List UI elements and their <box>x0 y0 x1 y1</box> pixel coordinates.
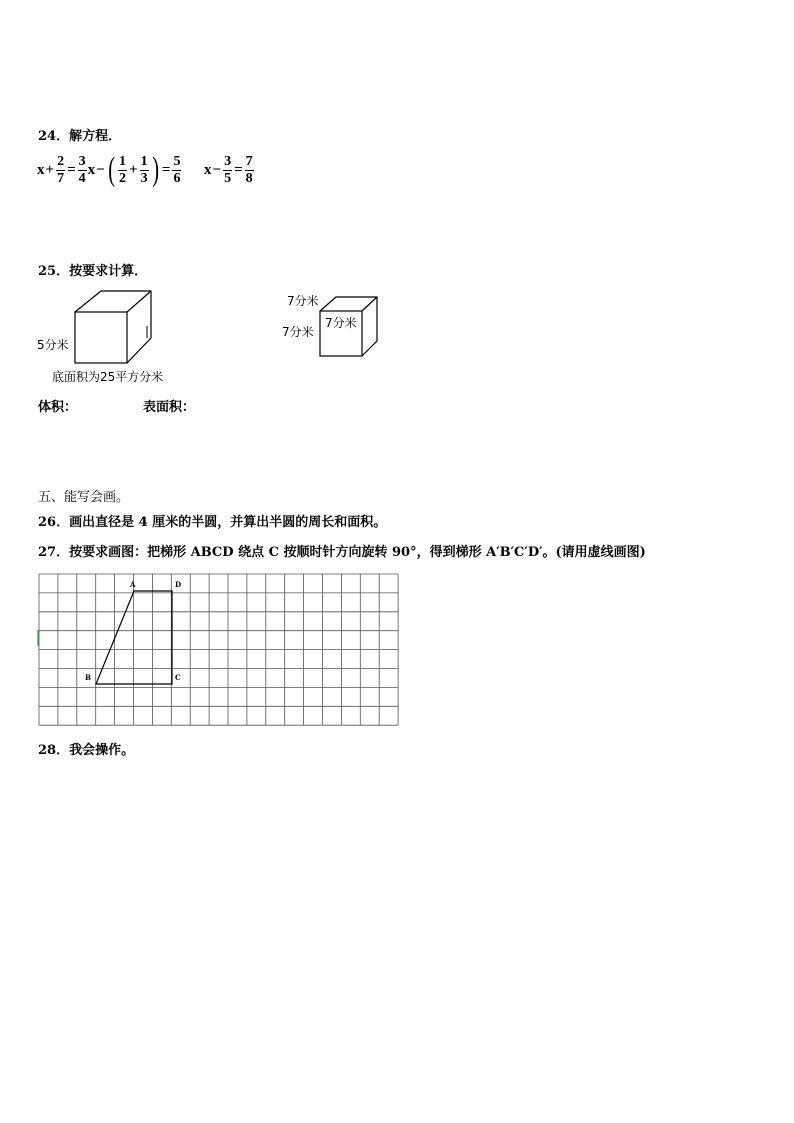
eq-op: − <box>212 161 222 178</box>
eq-op: = <box>67 161 76 178</box>
point-b-label: B <box>85 673 91 682</box>
point-c-label: C <box>175 673 181 682</box>
q26-text: 26．画出直径是 4 厘米的半圆，并算出半圆的周长和面积。 <box>38 515 387 530</box>
eq-var: x <box>37 161 45 178</box>
paren: ( <box>107 151 115 188</box>
fraction: $\frac{5}{6}$ <box>173 153 181 186</box>
eq-var: x <box>87 161 96 178</box>
volume-label: 体积： <box>38 400 78 415</box>
point-a-label: A <box>130 580 136 589</box>
fraction: $\frac{3}{4}$ <box>78 153 86 186</box>
fraction: $\frac{7}{8}$ <box>245 153 253 186</box>
q24-title: 24．解方程． <box>38 129 122 144</box>
surface-area-label: 表面积： <box>143 400 196 415</box>
cuboid-height-label: 5分米 <box>37 338 69 352</box>
point-d-label: D <box>175 580 182 589</box>
fraction: $\frac{1}{2}$ <box>119 153 127 186</box>
cube-left-label: 7分米 <box>282 325 314 339</box>
q25-title: 25．按要求计算． <box>38 264 148 279</box>
section-5-title: 五、能写会画。 <box>38 490 130 505</box>
eq-op: − <box>96 161 105 178</box>
paren: ) <box>151 151 159 188</box>
eq-op: + <box>129 161 138 178</box>
eq-op: + <box>45 161 55 178</box>
eq-var: x <box>204 161 212 178</box>
q28-text: 28．我会操作。 <box>38 743 135 758</box>
cuboid-base-label: 底面积为25平方分米 <box>52 370 164 384</box>
trapezoid-abcd <box>96 591 172 684</box>
q27-text: 27．按要求画图：把梯形 ABCD 绕点 C 按顺时针方向旋转 90°，得到梯形 A′B′C′D′。(请用虚线画图) <box>38 545 646 560</box>
cube-top-label: 7分米 <box>287 294 319 308</box>
fraction: $\frac{2}{7}$ <box>57 153 65 186</box>
eq-op: = <box>161 161 171 178</box>
grid-lines <box>39 574 398 725</box>
fraction: $\frac{3}{5}$ <box>224 153 232 186</box>
eq-op: = <box>234 161 243 178</box>
fraction: $\frac{1}{3}$ <box>140 153 148 186</box>
cube-front-label: 7分米 <box>325 316 357 330</box>
